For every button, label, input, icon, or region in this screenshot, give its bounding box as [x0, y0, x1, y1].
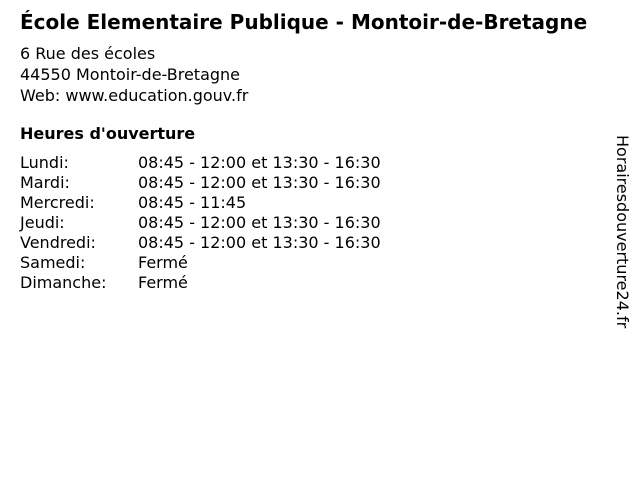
day-label: Dimanche:	[20, 273, 107, 292]
day-label: Lundi:	[20, 153, 69, 172]
hours-table	[20, 153, 381, 293]
day-label: Samedi:	[20, 253, 86, 272]
address-city: 44550 Montoir-de-Bretagne	[20, 65, 241, 84]
day-hours: Fermé	[138, 253, 188, 272]
hours-row-tuesday	[20, 173, 381, 193]
site-watermark: Horairesdouverture24.fr	[613, 135, 632, 329]
hours-row-wednesday	[20, 193, 381, 213]
hours-row-friday	[20, 233, 381, 253]
address-street: 6 Rue des écoles	[20, 44, 156, 63]
day-hours: Fermé	[138, 273, 188, 292]
hours-row-thursday	[20, 213, 381, 233]
hours-row-monday	[20, 153, 381, 173]
day-hours: 08:45 - 12:00 et 13:30 - 16:30	[138, 233, 381, 252]
day-label: Mercredi:	[20, 193, 95, 212]
day-label: Jeudi:	[20, 213, 65, 232]
page-title: École Elementaire Publique - Montoir-de-Bretagne	[20, 10, 588, 34]
day-hours: 08:45 - 12:00 et 13:30 - 16:30	[138, 173, 381, 192]
day-hours: 08:45 - 12:00 et 13:30 - 16:30	[138, 213, 381, 232]
hours-row-sunday	[20, 273, 381, 293]
day-label: Vendredi:	[20, 233, 96, 252]
website-text: Web: www.education.gouv.fr	[20, 86, 249, 105]
address-block	[20, 43, 248, 106]
day-label: Mardi:	[20, 173, 70, 192]
day-hours: 08:45 - 11:45	[138, 193, 247, 212]
hours-row-saturday	[20, 253, 381, 273]
hours-heading: Heures d'ouverture	[20, 124, 196, 143]
day-hours: 08:45 - 12:00 et 13:30 - 16:30	[138, 153, 381, 172]
